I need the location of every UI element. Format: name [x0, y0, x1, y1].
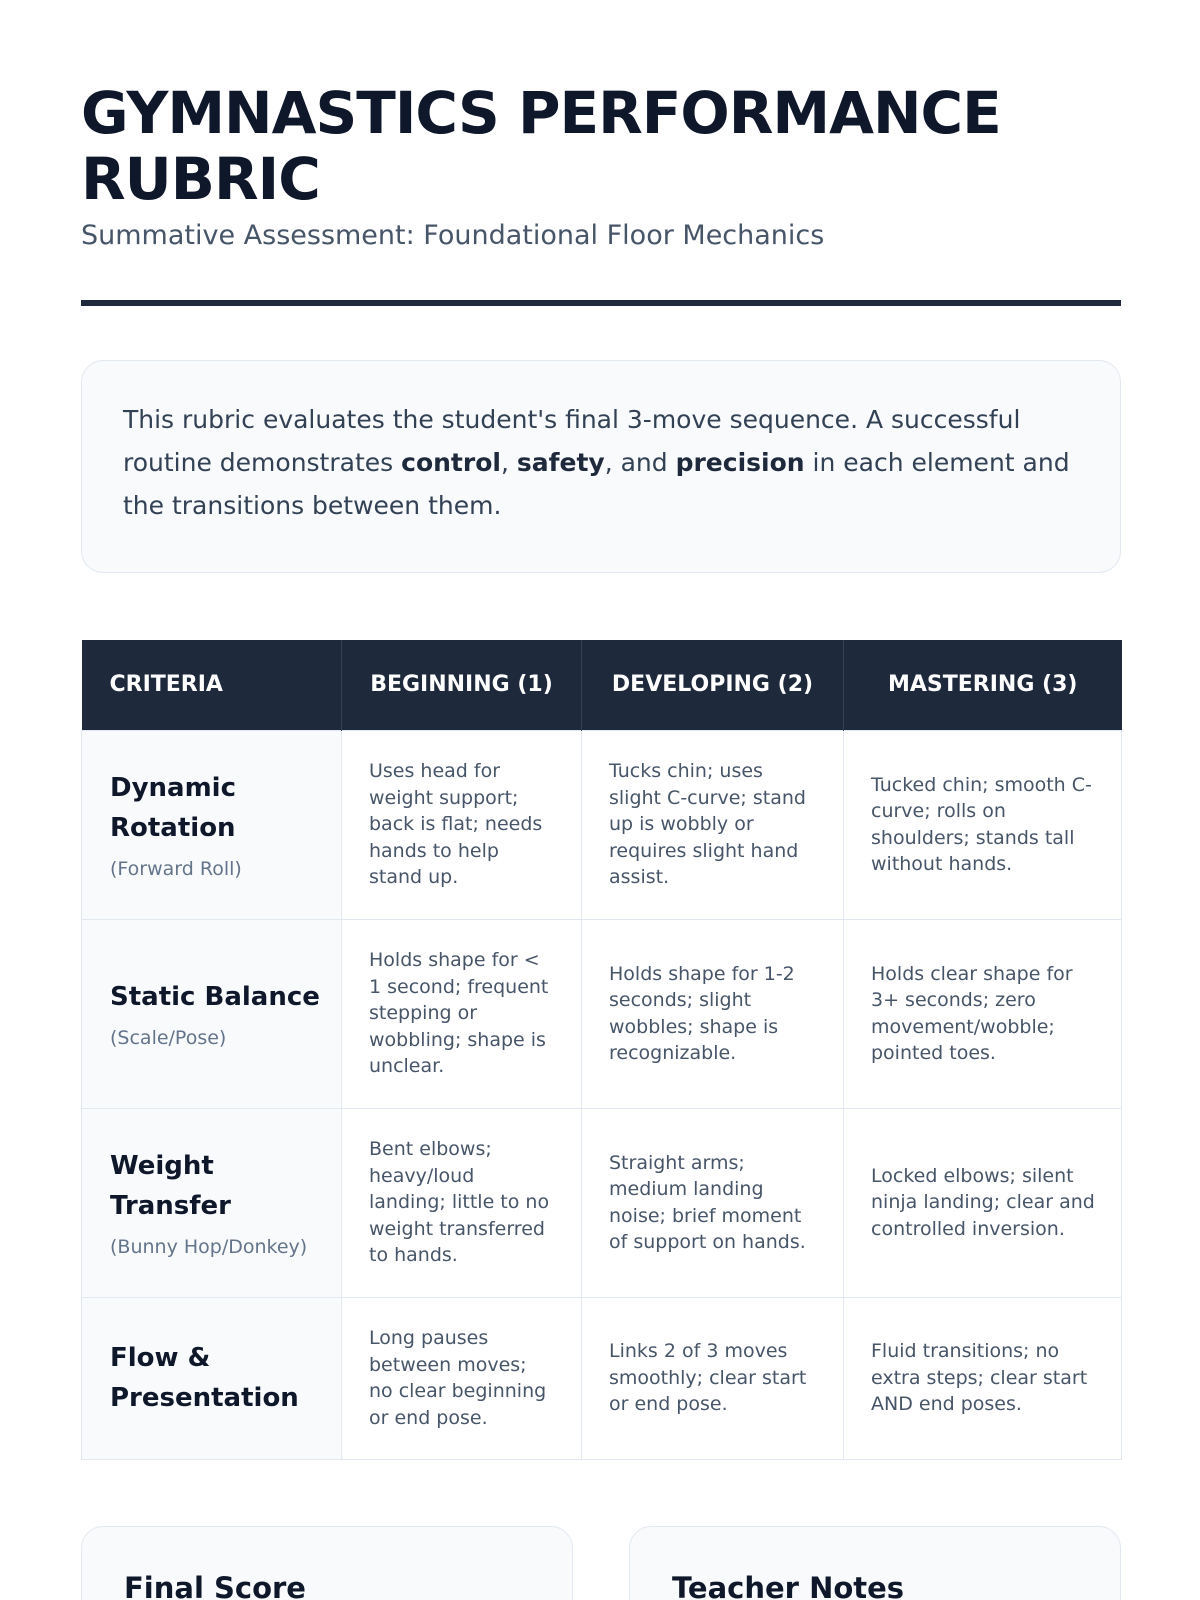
beginning-cell: Long pauses between moves; no clear beginning or end pose.: [342, 1297, 582, 1459]
teacher-notes-card: [629, 1526, 1121, 1600]
intro-text-1: This rubric evaluates the student's final 3-move sequence. A successful routine demonstrates: [123, 405, 1021, 477]
criterion-cell: [82, 1108, 342, 1297]
criterion-name: Weight Transfer: [110, 1150, 231, 1221]
header-beginning: BEGINNING (1): [342, 640, 582, 730]
criterion-example: (Scale/Pose): [110, 1026, 227, 1049]
table-row: [82, 730, 1122, 919]
intro-bold-control: control: [401, 448, 501, 477]
teacher-notes-heading: Teacher Notes: [672, 1571, 905, 1600]
page-subtitle: Summative Assessment: Foundational Floor Mechanics: [81, 220, 825, 251]
intro-sep-1: ,: [500, 448, 517, 477]
beginning-cell: Uses head for weight support; back is flat; needs hands to help stand up.: [342, 730, 582, 919]
rubric-table: [81, 640, 1122, 1460]
intro-bold-precision: precision: [675, 448, 805, 477]
header-criteria: CRITERIA: [82, 640, 342, 730]
criterion-name: Flow & Presentation: [110, 1343, 299, 1413]
final-score-heading: Final Score: [124, 1571, 306, 1600]
developing-cell: Links 2 of 3 moves smoothly; clear start or end pose.: [582, 1297, 844, 1459]
developing-cell: Tucks chin; uses slight C-curve; stand up is wobbly or requires slight hand assist.: [582, 730, 844, 919]
mastering-cell: Locked elbows; silent ninja landing; clear and controlled inversion.: [844, 1108, 1122, 1297]
criterion-example: (Forward Roll): [110, 857, 242, 880]
criterion-name: Static Balance: [110, 981, 320, 1012]
mastering-cell: Tucked chin; smooth C-curve; rolls on shoulders; stands tall without hands.: [844, 730, 1122, 919]
mastering-cell: Fluid transitions; no extra steps; clear start AND end poses.: [844, 1297, 1122, 1459]
intro-bold-safety: safety: [516, 448, 605, 477]
criterion-cell: [82, 1297, 342, 1459]
page-title: GYMNASTICS PERFORMANCE RUBRIC: [81, 79, 1001, 213]
table-row: [82, 919, 1122, 1108]
header-developing: DEVELOPING (2): [582, 640, 844, 730]
intro-text-2: in each element and the transitions between them.: [123, 448, 1070, 520]
criterion-example: (Bunny Hop/Donkey): [110, 1235, 308, 1258]
table-row: [82, 1108, 1122, 1297]
rubric-header-row: [82, 640, 1122, 730]
developing-cell: Holds shape for 1-2 seconds; slight wobbles; shape is recognizable.: [582, 919, 844, 1108]
developing-cell: Straight arms; medium landing noise; brief moment of support on hands.: [582, 1108, 844, 1297]
beginning-cell: Bent elbows; heavy/loud landing; little to no weight transferred to hands.: [342, 1108, 582, 1297]
criterion-cell: [82, 730, 342, 919]
intro-box: [81, 360, 1121, 573]
final-score-card: [81, 1526, 573, 1600]
criterion-cell: [82, 919, 342, 1108]
criterion-name: Dynamic Rotation: [110, 772, 237, 843]
table-row: [82, 1297, 1122, 1459]
mastering-cell: Holds clear shape for 3+ seconds; zero movement/wobble; pointed toes.: [844, 919, 1122, 1108]
header-divider: [81, 300, 1121, 306]
beginning-cell: Holds shape for < 1 second; frequent stepping or wobbling; shape is unclear.: [342, 919, 582, 1108]
header-mastering: MASTERING (3): [844, 640, 1122, 730]
intro-sep-2: , and: [604, 448, 676, 477]
